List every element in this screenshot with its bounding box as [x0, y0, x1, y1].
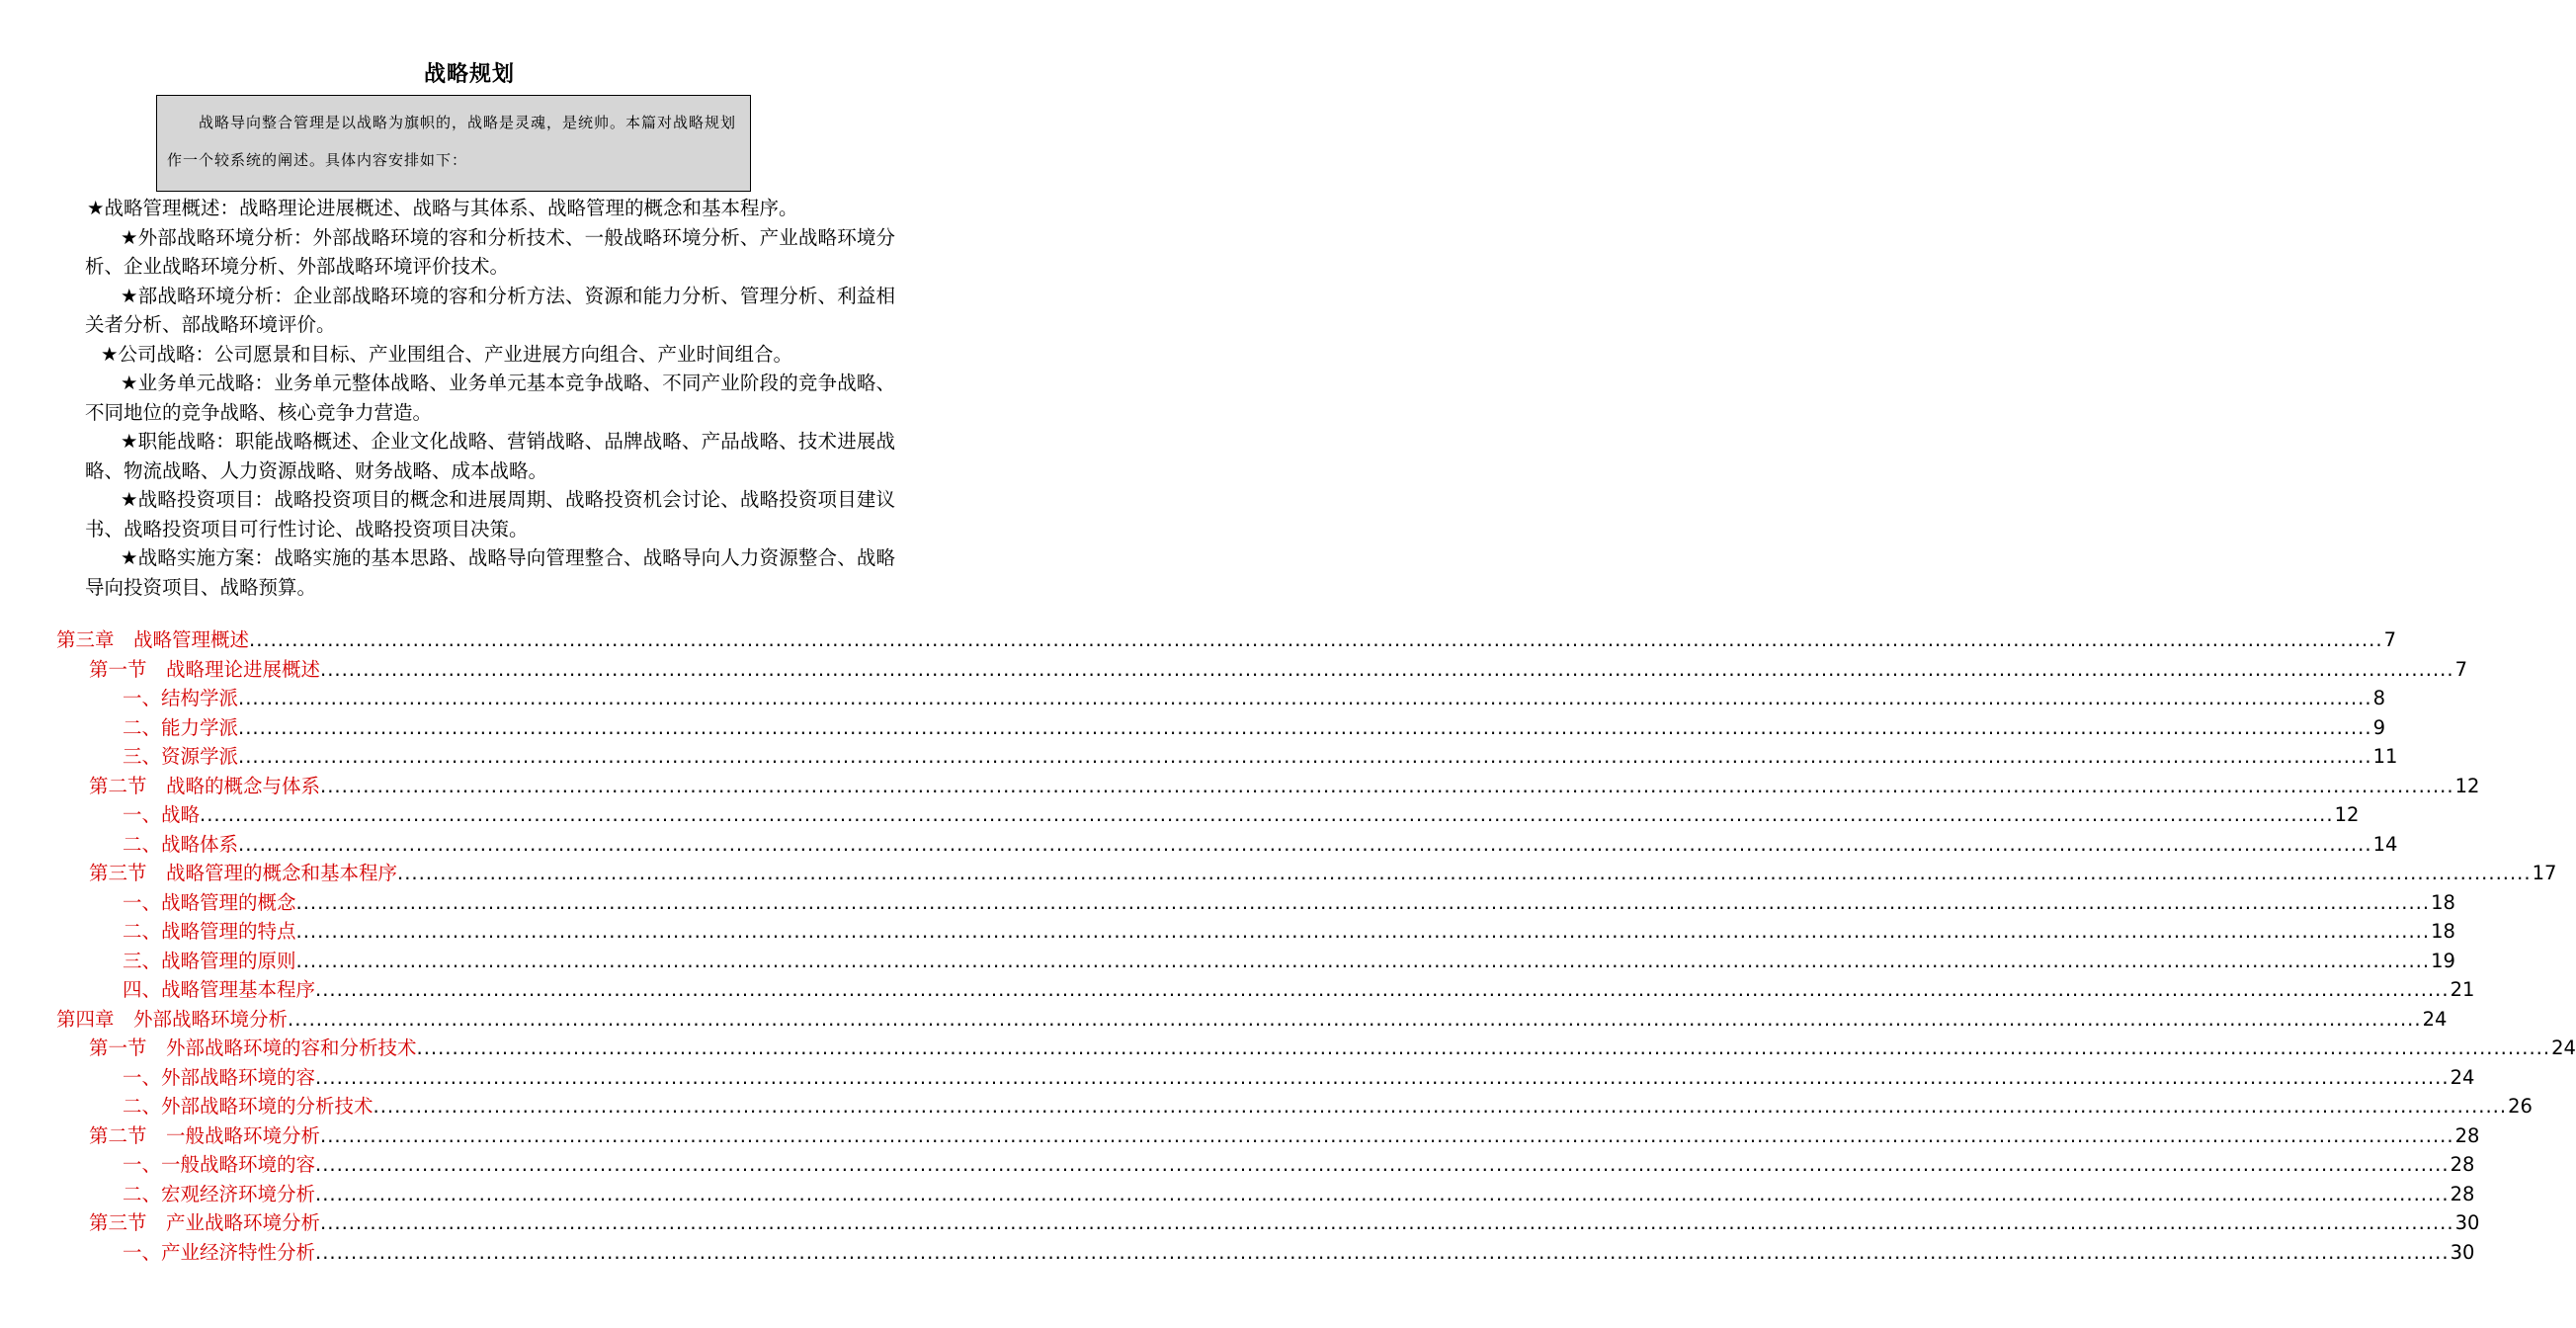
toc-entry[interactable] [89, 655, 2467, 685]
toc-entry-label: 第三章 战略管理概述 [56, 628, 250, 651]
toc-leader-dots: ............................................................................................................................................................................................................................................................................................................ [315, 1153, 2450, 1176]
toc-leader-dots: ............................................................................................................................................................................................................................................................................................................ [238, 745, 2372, 768]
toc-entry-page: 21 [2450, 978, 2475, 1001]
toc-entry-page: 24 [2551, 1037, 2576, 1059]
toc-entry-label: 第一节 战略理论进展概述 [89, 657, 321, 681]
toc-entry-page: 8 [2372, 687, 2385, 709]
toc-leader-dots: ............................................................................................................................................................................................................................................................................................................ [295, 920, 2431, 943]
toc-entry[interactable] [56, 1005, 2448, 1035]
toc-leader-dots: ............................................................................................................................................................................................................................................................................................................ [238, 687, 2372, 709]
toc-entry-page: 26 [2508, 1095, 2533, 1118]
toc-entry-label: 一、外部战略环境的容 [123, 1065, 316, 1089]
bullet-list [85, 194, 895, 602]
toc-leader-dots: ............................................................................................................................................................................................................................................................................................................ [320, 1211, 2454, 1234]
toc-entry-label: 二、外部战略环境的分析技术 [123, 1095, 374, 1118]
toc-entry[interactable] [89, 1208, 2480, 1238]
toc-entry[interactable] [89, 1034, 2576, 1063]
toc-leader-dots: ............................................................................................................................................................................................................................................................................................................ [295, 949, 2431, 972]
toc-leader-dots: ............................................................................................................................................................................................................................................................................................................ [200, 803, 2334, 826]
toc-leader-dots: ............................................................................................................................................................................................................................................................................................................ [315, 978, 2450, 1001]
toc-entry-page: 18 [2431, 920, 2455, 943]
toc-entry-page: 28 [2450, 1153, 2475, 1176]
toc-entry[interactable] [123, 830, 2398, 860]
toc-entry-label: 第四章 外部战略环境分析 [56, 1007, 289, 1031]
toc-entry[interactable] [123, 684, 2385, 713]
toc-entry-page: 24 [2422, 1007, 2448, 1031]
toc-entry[interactable] [123, 1150, 2475, 1180]
toc-entry-page: 24 [2450, 1065, 2475, 1089]
toc-leader-dots: ............................................................................................................................................................................................................................................................................................................ [315, 1182, 2450, 1205]
toc-entry-label: 二、战略体系 [123, 832, 239, 856]
toc-entry-label: 第二节 一般战略环境分析 [89, 1123, 321, 1147]
toc-leader-dots: ............................................................................................................................................................................................................................................................................................................ [320, 1123, 2454, 1147]
toc-leader-dots: ............................................................................................................................................................................................................................................................................................................ [315, 1065, 2450, 1089]
abstract-text: 战略导向整合管理是以战略为旗帜的，战略是灵魂，是统帅。本篇对战略规划作一个较系统的阐述。具体内容安排如下： [167, 114, 737, 169]
toc-entry-page: 18 [2431, 890, 2455, 914]
toc-leader-dots: ............................................................................................................................................................................................................................................................................................................ [288, 1007, 2422, 1031]
bullet-item: ★外部战略环境分析：外部战略环境的容和分析技术、一般战略环境分析、产业战略环境分析、企业战略环境分析、外部战略环境评价技术。 [85, 225, 895, 278]
toc-entry[interactable] [89, 1121, 2480, 1151]
toc-entry-page: 28 [2454, 1123, 2480, 1147]
toc-entry[interactable] [123, 1092, 2533, 1121]
toc-entry[interactable] [123, 975, 2475, 1005]
bullet-item: ★战略投资项目：战略投资项目的概念和进展周期、战略投资机会讨论、战略投资项目建议书、战略投资项目可行性讨论、战略投资项目决策。 [85, 488, 895, 540]
bullet-item: ★职能战略：职能战略概述、企业文化战略、营销战略、品牌战略、产品战略、技术进展战略、物流战略、人力资源战略、财务战略、成本战略。 [85, 430, 895, 482]
toc-entry-label: 二、战略管理的特点 [123, 920, 296, 943]
toc-entry-label: 一、产业经济特性分析 [123, 1240, 316, 1264]
toc-leader-dots: ............................................................................................................................................................................................................................................................................................................ [249, 628, 2383, 651]
toc-entry-page: 7 [2383, 628, 2396, 651]
toc-entry[interactable] [89, 859, 2557, 888]
toc-entry[interactable] [123, 1238, 2475, 1268]
toc-entry-page: 19 [2431, 949, 2455, 972]
toc-entry-label: 第三节 产业战略环境分析 [89, 1211, 321, 1234]
toc-entry-page: 28 [2450, 1182, 2475, 1205]
toc-entry-page: 30 [2450, 1240, 2475, 1264]
toc-entry-label: 一、一般战略环境的容 [123, 1153, 316, 1176]
toc-leader-dots: ............................................................................................................................................................................................................................................................................................................ [315, 1240, 2450, 1264]
toc-entry-label: 一、战略 [123, 803, 201, 826]
toc-leader-dots: ............................................................................................................................................................................................................................................................................................................ [320, 657, 2454, 681]
toc-entry-page: 14 [2372, 832, 2398, 856]
toc-entry[interactable] [123, 713, 2385, 743]
toc-entry[interactable] [123, 917, 2455, 947]
abstract-box [156, 95, 751, 192]
document-title: 战略规划 [423, 62, 515, 87]
bullet-item: ★部战略环境分析：企业部战略环境的容和分析方法、资源和能力分析、管理分析、利益相关者分析、部战略环境评价。 [85, 284, 895, 336]
toc-entry[interactable] [123, 742, 2398, 772]
toc-entry[interactable] [123, 947, 2455, 976]
toc-entry-label: 一、战略管理的概念 [123, 890, 296, 914]
toc-leader-dots: ............................................................................................................................................................................................................................................................................................................ [238, 715, 2372, 739]
toc-entry-label: 四、战略管理基本程序 [123, 978, 316, 1001]
toc-entry-label: 第二节 战略的概念与体系 [89, 774, 321, 797]
toc-entry-label: 第一节 外部战略环境的容和分析技术 [89, 1037, 417, 1059]
toc-entry-page: 12 [2334, 803, 2360, 826]
toc-entry-page: 9 [2372, 715, 2385, 739]
toc-leader-dots: ............................................................................................................................................................................................................................................................................................................ [238, 832, 2372, 856]
bullet-item: ★业务单元战略：业务单元整体战略、业务单元基本竞争战略、不同产业阶段的竞争战略、不同地位的竞争战略、核心竞争力营造。 [85, 372, 895, 424]
toc-leader-dots: ............................................................................................................................................................................................................................................................................................................ [373, 1095, 2508, 1118]
toc-entry-page: 12 [2454, 774, 2480, 797]
toc-leader-dots: ............................................................................................................................................................................................................................................................................................................ [320, 774, 2454, 797]
toc-entry-label: 二、能力学派 [123, 715, 239, 739]
toc-entry-label: 二、宏观经济环境分析 [123, 1182, 316, 1205]
toc-leader-dots: ............................................................................................................................................................................................................................................................................................................ [416, 1037, 2551, 1059]
toc-entry-page: 7 [2454, 657, 2467, 681]
toc-entry[interactable] [123, 800, 2360, 830]
toc-entry[interactable] [123, 888, 2455, 918]
bullet-item: ★战略管理概述：战略理论进展概述、战略与其体系、战略管理的概念和基本程序。 [87, 197, 798, 219]
bullet-item: ★战略实施方案：战略实施的基本思路、战略导向管理整合、战略导向人力资源整合、战略导向投资项目、战略预算。 [85, 546, 895, 599]
toc-entry-page: 11 [2372, 745, 2398, 768]
toc-entry-label: 三、资源学派 [123, 745, 239, 768]
toc-entry-page: 17 [2532, 862, 2557, 884]
bullet-item: ★公司战略：公司愿景和目标、产业围组合、产业进展方向组合、产业时间组合。 [101, 342, 792, 366]
toc-entry[interactable] [56, 625, 2396, 655]
toc-entry[interactable] [123, 1180, 2475, 1209]
toc-entry-label: 一、结构学派 [123, 687, 239, 709]
toc-leader-dots: ............................................................................................................................................................................................................................................................................................................ [397, 862, 2532, 884]
toc-entry[interactable] [89, 772, 2480, 801]
toc-entry-page: 30 [2454, 1211, 2480, 1234]
toc-entry-label: 第三节 战略管理的概念和基本程序 [89, 862, 398, 884]
toc-entry[interactable] [123, 1063, 2475, 1093]
toc-leader-dots: ............................................................................................................................................................................................................................................................................................................ [295, 890, 2431, 914]
toc-entry-label: 三、战略管理的原则 [123, 949, 296, 972]
